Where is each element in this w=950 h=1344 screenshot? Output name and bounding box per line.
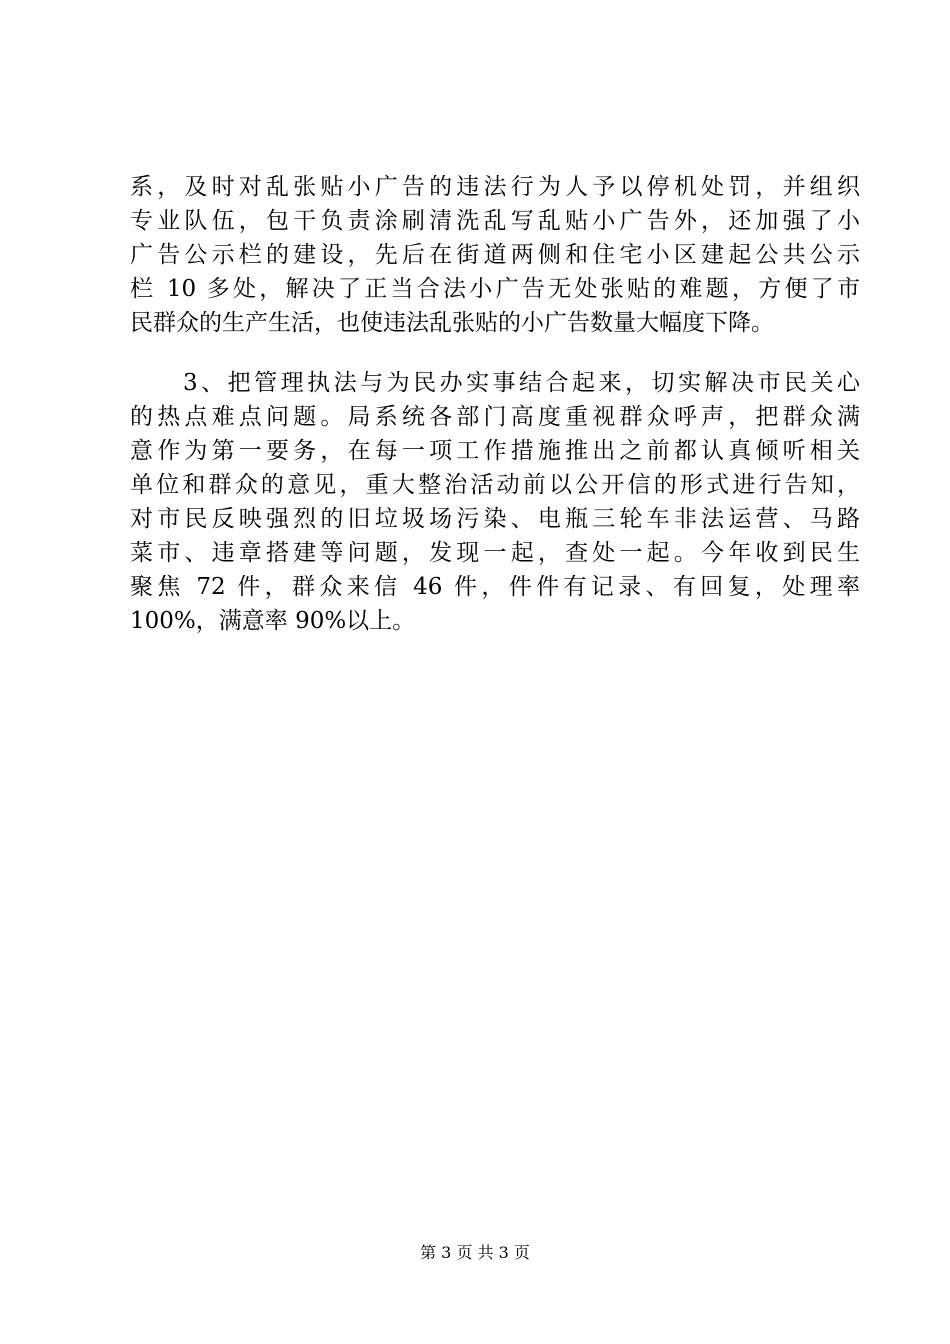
text-line: 100%，满意率 90%以上。 (130, 608, 416, 634)
text-line: 的热点难点问题。局系统各部门高度重视群众呼声，把群众满 (130, 404, 860, 430)
page-footer: 第 3 页 共 3 页 (420, 1243, 530, 1262)
document-body (130, 170, 860, 638)
text-line: 聚焦 72 件，群众来信 46 件，件件有记录、有回复，处理率 (130, 574, 860, 600)
text-line: 广告公示栏的建设，先后在街道两侧和住宅小区建起公共公示 (130, 242, 860, 268)
text-line: 系，及时对乱张贴小广告的违法行为人予以停机处罚，并组织 (130, 174, 860, 200)
text-line: 对市民反映强烈的旧垃圾场污染、电瓶三轮车非法运营、马路 (130, 506, 860, 532)
text-line: 专业队伍，包干负责涂刷清洗乱写乱贴小广告外，还加强了小 (130, 208, 860, 234)
text-line: 栏 10 多处，解决了正当合法小广告无处张贴的难题，方便了市 (130, 276, 860, 302)
paragraph-2 (130, 366, 860, 638)
text-line: 菜市、违章搭建等问题，发现一起，查处一起。今年收到民生 (130, 540, 860, 566)
text-line: 民群众的生产生活，也使违法乱张贴的小广告数量大幅度下降。 (130, 310, 774, 336)
paragraph-spacer (130, 340, 860, 366)
text-line: 意作为第一要务，在每一项工作措施推出之前都认真倾听相关 (130, 438, 860, 464)
text-line: 单位和群众的意见，重大整治活动前以公开信的形式进行告知， (130, 472, 860, 498)
text-line: 3、把管理执法与为民办实事结合起来，切实解决市民关心 (130, 370, 860, 396)
paragraph-1 (130, 170, 860, 340)
